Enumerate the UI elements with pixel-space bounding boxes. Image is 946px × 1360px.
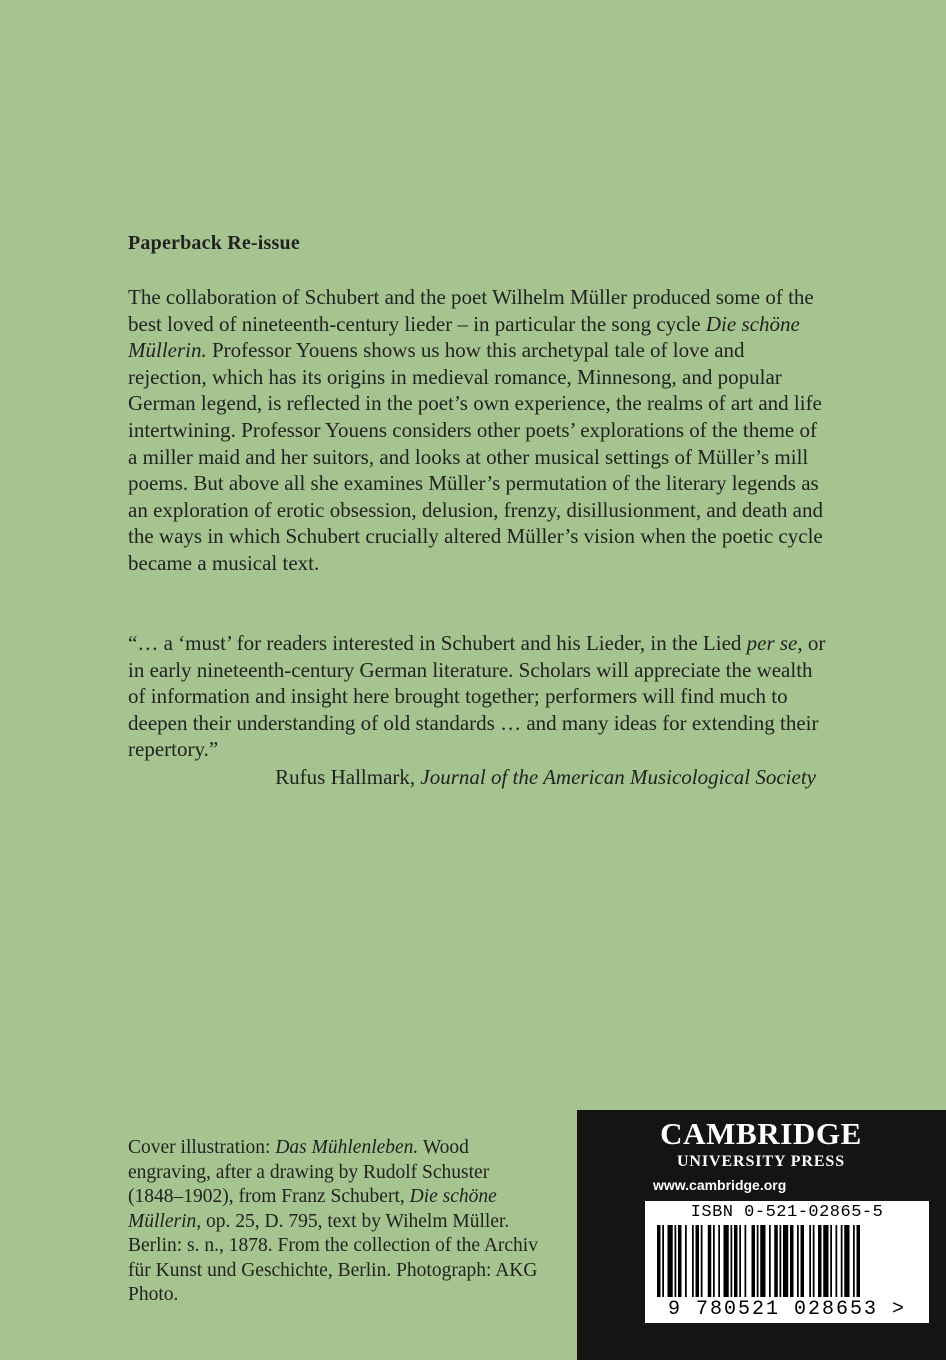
description-text: The collaboration of Schubert and the poet Wilhelm Müller produced some of the best loved of nineteenth-century lieder – in particular the song cycle — [128, 285, 814, 336]
work-title: Die schöne Müllerin. — [128, 311, 800, 363]
quote-text: or in early nineteenth-century German literature. Scholars will appreciate the wealth of information and insight here brought together; performers will find much to deepen their understanding of old standards … and many ideas for extending their repertory.” — [128, 631, 826, 762]
quote-source: Journal of the American Musicological Society — [420, 765, 816, 789]
quote-author: Rufus Hallmark, — [275, 765, 421, 789]
credit-italic: Die schöne Müllerin, — [128, 1186, 497, 1232]
credit-text: op. 25, D. 795, text by Wihelm Müller. Berlin: s. n., 1878. From the collection of the Archiv für Kunst und Geschichte, Berlin. Photograph: AKG Photo. — [128, 1210, 538, 1305]
ean-digits: 9 780521 028653 > — [667, 1298, 907, 1321]
publisher-subtitle: UNIVERSITY PRESS — [676, 1153, 846, 1170]
isbn-label: ISBN 0-521-02865-5 — [690, 1203, 884, 1222]
quote-attribution — [128, 764, 816, 791]
quote-italic: per se, — [746, 631, 803, 655]
credit-italic: Das Mühlenleben. — [275, 1137, 419, 1158]
heading: Paperback Re-issue — [128, 232, 300, 254]
review-quote — [128, 630, 828, 763]
book-description — [128, 284, 828, 577]
publisher-url: www.cambridge.org — [653, 1177, 787, 1193]
credit-text: Wood engraving, after a drawing by Rudolf Schuster (1848–1902), from Franz Schubert, — [128, 1137, 490, 1207]
credit-text: Cover illustration: — [128, 1137, 276, 1158]
quote-text: “… a ‘must’ for readers interested in Schubert and his Lieder, in the Lied — [128, 631, 747, 655]
description-text: Professor Youens shows us how this archetypal tale of love and rejection, which has its origins in medieval romance, Minnesong, and popular German legend, is reflected in the poet’s own experience, the realms of art and life intertwining. Professor Youens considers other poets’ explorations of the theme of a miller maid and her suitors, and looks at other musical settings of Müller’s mill poems. But above all she examines Müller’s permutation of the literary legends as an exploration of erotic obsession, delusion, frenzy, disillusionment, and death and the ways in which Schubert crucially altered Müller’s vision when the poetic cycle became a musical text. — [128, 338, 823, 575]
barcode-bars-icon — [657, 1225, 917, 1297]
barcode — [645, 1201, 929, 1323]
cover-credit — [128, 1136, 548, 1308]
publisher-logo: CAMBRIDGE — [660, 1116, 862, 1151]
